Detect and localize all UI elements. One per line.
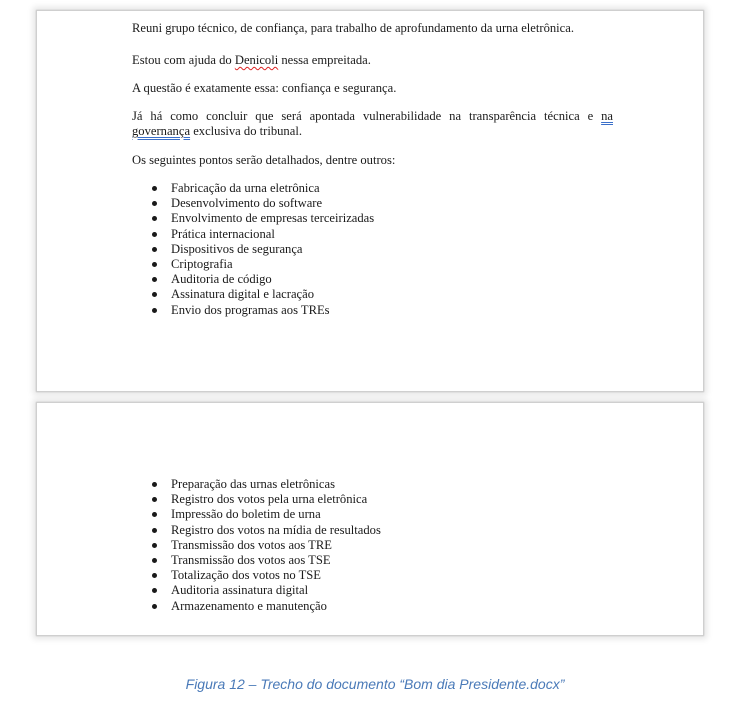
list-item: Auditoria de código — [150, 272, 374, 287]
list-item: Assinatura digital e lacração — [150, 287, 374, 302]
list-item: Auditoria assinatura digital — [150, 583, 381, 598]
topics-list-1 — [150, 181, 374, 318]
paragraph-vulnerabilidade-start: Já há como concluir que será apontada vulnerabilidade na transparência técnica e — [132, 109, 602, 123]
list-item: Desenvolvimento do software — [150, 196, 374, 211]
paragraph-vulnerabilidade-end: exclusiva do tribunal. — [190, 124, 302, 138]
list-item: Transmissão dos votos aos TRE — [150, 538, 381, 553]
document-page-1 — [36, 10, 704, 392]
list-item: Preparação das urnas eletrônicas — [150, 477, 381, 492]
list-item: Prática internacional — [150, 227, 374, 242]
document-page-2 — [36, 402, 704, 636]
list-item: Registro dos votos pela urna eletrônica — [150, 492, 381, 507]
list-item: Dispositivos de segurança — [150, 242, 374, 257]
paragraph-grupo-tecnico: Reuni grupo técnico, de confiança, para trabalho de aprofundamento da urna eletrônica. — [132, 21, 574, 35]
paragraph-vulnerabilidade — [132, 109, 613, 139]
paragraph-ajuda-end: nessa empreitada. — [278, 53, 371, 67]
list-item: Envolvimento de empresas terceirizadas — [150, 211, 374, 226]
list-item: Transmissão dos votos aos TSE — [150, 553, 381, 568]
topics-list-2 — [150, 477, 381, 614]
list-item: Armazenamento e manutenção — [150, 599, 381, 614]
list-item: Impressão do boletim de urna — [150, 507, 381, 522]
paragraph-questao: A questão é exatamente essa: confiança e segurança. — [132, 81, 397, 95]
list-item: Fabricação da urna eletrônica — [150, 181, 374, 196]
grammar-check-mark: na governança — [132, 109, 613, 138]
list-item: Registro dos votos na mídia de resultados — [150, 523, 381, 538]
list-item: Criptografia — [150, 257, 374, 272]
paragraph-ajuda-start: Estou com ajuda do — [132, 53, 235, 67]
list-item: Totalização dos votos no TSE — [150, 568, 381, 583]
list-item: Envio dos programas aos TREs — [150, 303, 374, 318]
figure-caption: Figura 12 – Trecho do documento “Bom dia Presidente.docx” — [185, 676, 565, 692]
paragraph-pontos: Os seguintes pontos serão detalhados, dentre outros: — [132, 153, 396, 167]
spellcheck-name: Denicoli — [234, 53, 279, 67]
paragraph-ajuda — [132, 53, 613, 68]
